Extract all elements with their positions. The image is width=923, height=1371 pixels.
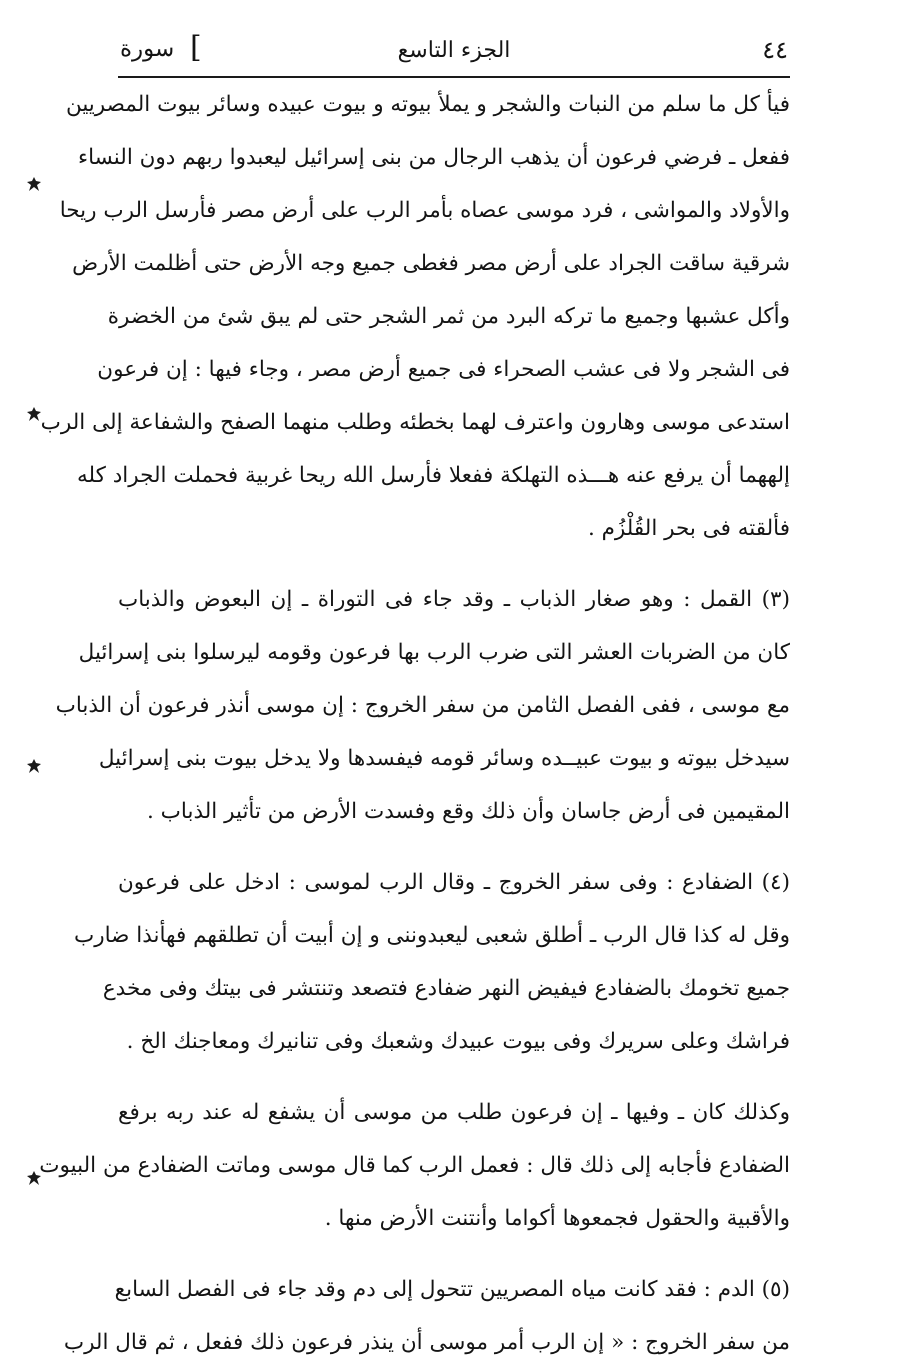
text-line: وكذلك كان ـ وفيها ـ إن فرعون طلب من موسى أن يشفع له عند ربه برفع [118, 1100, 790, 1125]
text-line: والأولاد والمواشى ، فرد موسى عصاه بأمر الرب على أرض مصر فأرسل الرب ريحا [59, 198, 790, 223]
text-line: فى الشجر ولا فى عشب الصحراء فى جميع أرض مصر ، وجاء فيها : إن فرعون [97, 357, 790, 382]
text-line: وأكل عشبها وجميع ما تركه البرد من ثمر الشجر حتى لم يبق شئ من الخضرة [107, 304, 790, 329]
text-line: شرقية ساقت الجراد على أرض مصر فغطى جميع وجه الأرض حتى أظلمت الأرض [72, 251, 790, 276]
text-line: من سفر الخروج : « إن الرب أمر موسى أن ينذر فرعون ذلك ففعل ، ثم قال الرب [63, 1330, 790, 1355]
text-line: (٤) الضفادع : وفى سفر الخروج ـ وقال الرب لموسى : ادخل على فرعون [118, 870, 790, 895]
paragraph-lice [55, 575, 790, 840]
text-line: سيدخل بيوته و بيوت عبيــده وسائر قومه فيفسدها ولا يدخل بيوت بنى إسرائيل [98, 746, 790, 771]
paragraph-blood [63, 1265, 790, 1371]
sura-label: سورة [120, 36, 175, 62]
text-line: فيأ كل ما سلم من النبات والشجر و يملأ بيوته و بيوت عبيده وسائر بيوت المصريين [65, 92, 790, 117]
text-line: مع موسى ، ففى الفصل الثامن من سفر الخروج : إن موسى أنذر فرعون أن الذباب [55, 693, 790, 718]
paragraph-frogs [74, 858, 790, 1070]
ink-blot-icon [26, 1170, 42, 1186]
text-line: والأقبية والحقول فجمعوها أكواما وأنتنت الأرض منها . [324, 1206, 790, 1231]
text-line: المقيمين فى أرض جاسان وأن ذلك وقع وفسدت الأرض من تأثير الذباب . [147, 799, 790, 824]
paragraph-locusts [40, 80, 790, 557]
text-line: الضفادع فأجابه إلى ذلك قال : فعمل الرب كما قال موسى وماتت الضفادع من البيوت [39, 1153, 790, 1178]
text-line: (٥) الدم : فقد كانت مياه المصريين تتحول إلى دم وقد جاء فى الفصل السابع [114, 1277, 790, 1302]
chapter-title: الجزء التاسع [397, 38, 511, 63]
ink-blot-icon [26, 758, 42, 774]
text-line: جميع تخومك بالضفادع فيفيض النهر ضفادع فتصعد وتنتشر فى بيتك وفى مخدع [102, 976, 790, 1001]
ink-blot-icon [26, 406, 42, 422]
text-line: استدعى موسى وهارون واعترف لهما بخطئه وطلب منهما الصفح والشفاعة إلى الرب [40, 410, 790, 435]
page-number: ٤٤ [762, 36, 788, 64]
paragraph-frogs-continued [39, 1088, 790, 1247]
text-line: (٣) القمل : وهو صغار الذباب ـ وقد جاء فى التوراة ـ إن البعوض والذباب [118, 587, 790, 612]
text-line: وقل له كذا قال الرب ـ أطلق شعبى ليعبدوننى و إن أبيت أن تطلقهم فهأنذا ضارب [74, 923, 790, 948]
page-body [39, 80, 790, 1371]
text-line: فراشك وعلى سريرك وفى بيوت عبيدك وشعبك وفى تنانيرك ومعاجنك الخ . [126, 1029, 790, 1054]
page-header [118, 28, 790, 78]
header-bracket: [ [190, 30, 202, 65]
text-line: كان من الضربات العشر التى ضرب الرب بها فرعون وقومه ليرسلوا بنى إسرائيل [78, 640, 790, 665]
book-page [39, 28, 790, 1355]
text-line: ففعل ـ فرضي فرعون أن يذهب الرجال من بنى إسرائيل ليعبدوا ربهم دون النساء [77, 145, 790, 170]
ink-blot-icon [26, 176, 42, 192]
text-line: فألقته فى بحر القُلْزُم . [587, 516, 790, 541]
text-line: إلههما أن يرفع عنه هـــذه التهلكة ففعلا فأرسل الله ريحا غربية فحملت الجراد كله [76, 463, 790, 488]
